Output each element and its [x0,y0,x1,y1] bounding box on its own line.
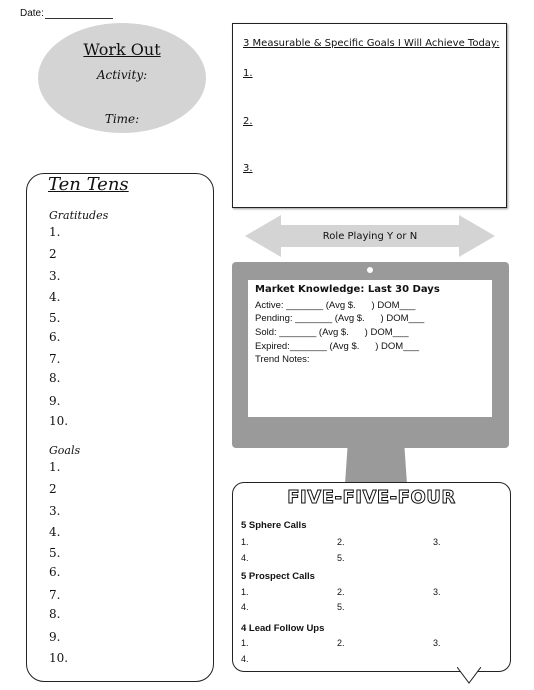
gratitude-item: 6. [49,330,61,344]
gratitude-item: 8. [49,371,61,385]
prospect-call-item: 5. [337,602,345,612]
goal-item: 8. [49,607,61,621]
sphere-calls-label: 5 Sphere Calls [241,520,307,531]
goal-item: 3. [49,504,61,518]
gratitude-item: 5. [49,311,61,325]
lead-follow-up-item: 4. [241,654,249,664]
goal-number-2: 2. [243,116,253,127]
lead-follow-up-item: 3. [433,638,441,648]
market-line-pending: Pending: _______ (Avg $. ) DOM___ [255,313,425,324]
goal-item: 5. [49,546,61,560]
workout-title: Work Out [83,40,161,59]
goals-title: 3 Measurable & Specific Goals I Will Achieve Today: [243,38,500,49]
ten-tens-title: Ten Tens [48,174,129,195]
goal-item: 1. [49,460,61,474]
goal-item: 4. [49,525,61,539]
workout-ellipse [38,23,206,133]
goal-item: 9. [49,630,61,644]
sphere-call-item: 3. [433,537,441,547]
gratitude-item: 7. [49,352,61,366]
role-playing-label: Role Playing Y or N [322,231,418,242]
goal-number-3: 3. [243,163,253,174]
prospect-calls-label: 5 Prospect Calls [241,571,315,582]
lead-follow-up-item: 2. [337,638,345,648]
prospect-call-item: 2. [337,587,345,597]
sphere-call-item: 4. [241,553,249,563]
market-knowledge-title: Market Knowledge: Last 30 Days [255,284,440,295]
five-five-four-title: FIVE-FIVE-FOUR [287,487,456,508]
date-field [20,8,113,19]
workout-activity-label: Activity: [96,68,148,82]
market-line-active: Active: _______ (Avg $. ) DOM___ [255,300,416,311]
market-line-sold: Sold: _______ (Avg $. ) DOM___ [255,327,409,338]
prospect-call-item: 1. [241,587,249,597]
lead-follow-ups-label: 4 Lead Follow Ups [241,623,325,634]
goal-item: 7. [49,588,61,602]
gratitude-item: 1. [49,225,61,239]
goals-label: Goals [49,444,81,457]
gratitude-item: 9. [49,394,61,408]
sphere-call-item: 5. [337,553,345,563]
gratitude-item: 4. [49,290,61,304]
prospect-call-item: 4. [241,602,249,612]
gratitude-item: 2 [49,247,57,261]
workout-time-label: Time: [104,112,140,126]
monitor-stand [345,448,407,484]
speech-bubble-tail [457,667,481,685]
goal-item: 2 [49,482,57,496]
market-line-trend-notes: Trend Notes: [255,354,310,365]
lead-follow-up-item: 1. [241,638,249,648]
sphere-call-item: 1. [241,537,249,547]
sphere-call-item: 2. [337,537,345,547]
monitor-camera-dot [367,267,373,273]
prospect-call-item: 3. [433,587,441,597]
market-line-expired: Expired:_______ (Avg $. ) DOM___ [255,341,420,352]
goal-number-1: 1. [243,68,253,79]
date-label: Date: [20,8,44,19]
goal-item: 6. [49,565,61,579]
gratitude-item: 10. [49,414,69,428]
date-line [45,9,113,19]
goals-box [232,23,507,208]
goal-item: 10. [49,651,69,665]
gratitudes-label: Gratitudes [49,209,109,222]
gratitude-item: 3. [49,269,61,283]
